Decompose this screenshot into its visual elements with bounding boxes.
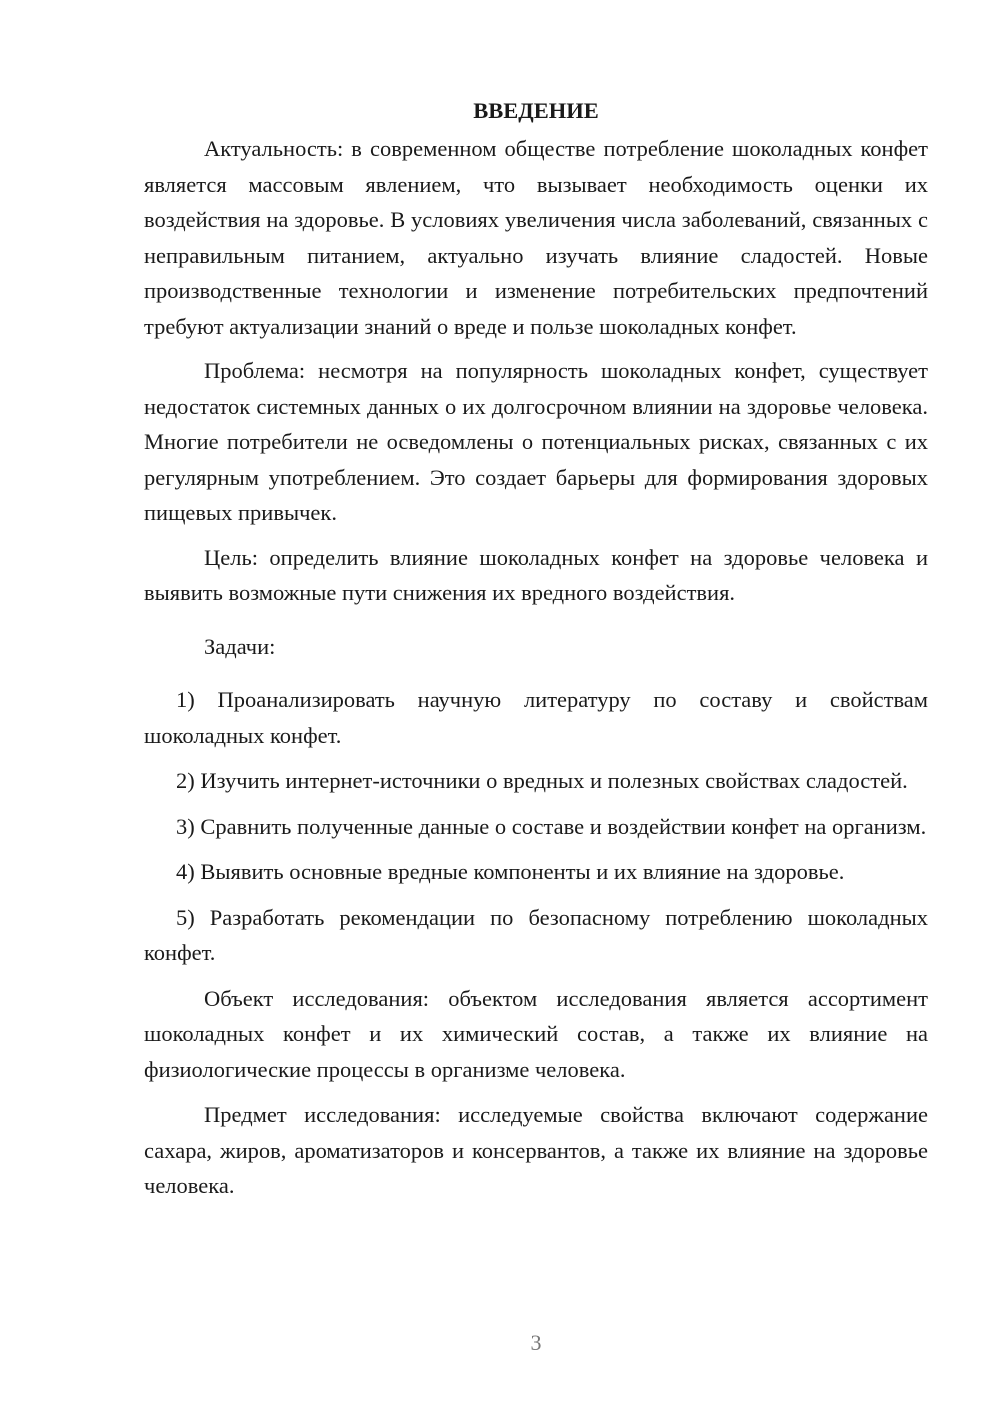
page-content: [144, 93, 928, 1204]
task-item-3: 3) Сравнить полученные данные о составе и воздействии конфет на организм.: [176, 813, 927, 839]
object-paragraph: Объект исследования: объектом исследования является ассортимент шоколадных конфет и их химический состав, а также их влияние на физиологические процессы в организме человека.: [144, 985, 928, 1082]
task-item-1: 1) Проанализировать научную литературу по составу и свойствам шоколадных конфет.: [144, 687, 928, 748]
tasks-label: Задачи:: [204, 633, 276, 659]
problem-paragraph: Проблема: несмотря на популярность шоколадных конфет, существует недостаток системных данных о их долгосрочном влиянии на здоровье человека. Многие потребители не осведомлены о потенциальных рисках, связанных с их регулярным употреблением. Это создает барьеры для формирования здоровых пищевых привычек.: [144, 358, 928, 525]
relevance-paragraph: Актуальность: в современном обществе потребление шоколадных конфет является массовым явлением, что вызывает необходимость оценки их воздействия на здоровье. В условиях увеличения числа заболеваний, связанных с неправильным питанием, актуально изучать влияние сладостей. Новые производственные технологии и изменение потребительских предпочтений требуют актуализации знаний о вреде и пользе шоколадных конфет.: [144, 136, 928, 339]
task-item-2: 2) Изучить интернет-источники о вредных и полезных свойствах сладостей.: [176, 768, 908, 793]
page-number: 3: [530, 1330, 542, 1355]
task-item-4: 4) Выявить основные вредные компоненты и их влияние на здоровье.: [176, 859, 845, 884]
section-heading: ВВЕДЕНИЕ: [473, 98, 599, 123]
task-item-5: 5) Разработать рекомендации по безопасному потреблению шоколадных конфет.: [144, 904, 928, 965]
subject-paragraph: Предмет исследования: исследуемые свойства включают содержание сахара, жиров, ароматизаторов и консервантов, а также их влияние на здоровье человека.: [144, 1102, 928, 1198]
goal-paragraph: Цель: определить влияние шоколадных конфет на здоровье человека и выявить возможные пути снижения их вредного воздействия.: [144, 544, 928, 605]
